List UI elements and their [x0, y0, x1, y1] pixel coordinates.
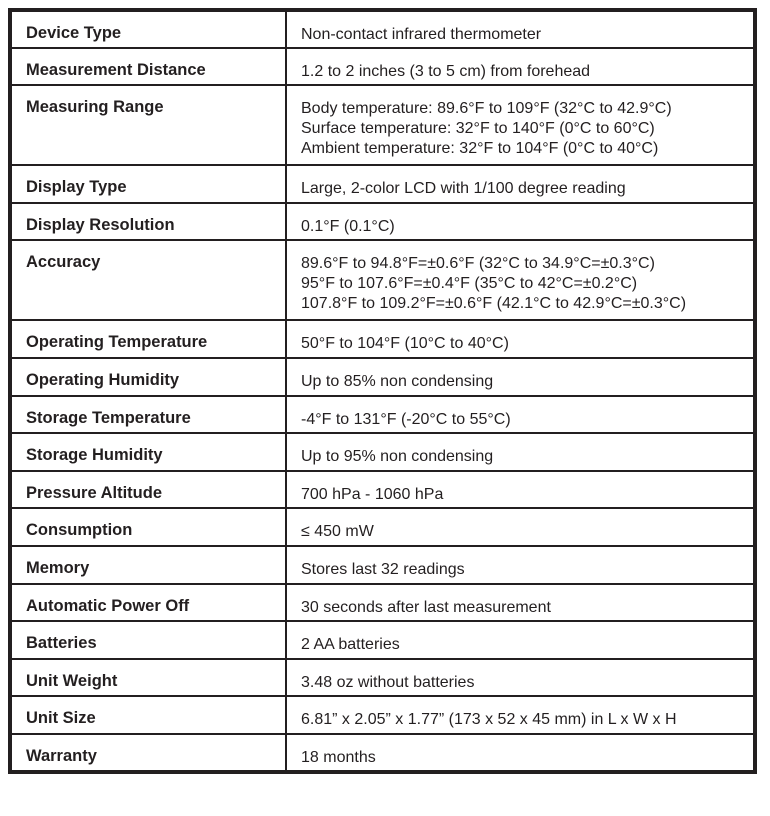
spec-value-line: 0.1°F (0.1°C)	[301, 217, 395, 235]
spec-label: Memory	[10, 546, 286, 584]
spec-row-display-type	[10, 165, 755, 203]
spec-value-line: 95°F to 107.6°F=±0.4°F (35°C to 42°C=±0.2°C)	[301, 275, 638, 293]
spec-label: Pressure Altitude	[10, 471, 286, 509]
spec-row-display-resolution	[10, 203, 755, 241]
spec-row-storage-humidity	[10, 433, 755, 471]
spec-value	[286, 320, 755, 358]
spec-row-storage-temperature	[10, 396, 755, 434]
spec-label: Unit Size	[10, 696, 286, 734]
specifications-table-body	[10, 10, 755, 772]
spec-label: Batteries	[10, 621, 286, 659]
spec-label: Warranty	[10, 734, 286, 772]
spec-value-line: Body temperature: 89.6°F to 109°F (32°C to 42.9°C)	[301, 100, 672, 118]
spec-row-measurement-distance	[10, 48, 755, 86]
spec-value-line: 2 AA batteries	[301, 636, 400, 654]
spec-value-line: Large, 2-color LCD with 1/100 degree reading	[301, 180, 626, 198]
spec-row-unit-size	[10, 696, 755, 734]
spec-value-line: 89.6°F to 94.8°F=±0.6°F (32°C to 34.9°C=±0.3°C)	[301, 255, 655, 273]
spec-label: Measurement Distance	[10, 48, 286, 86]
spec-label: Display Resolution	[10, 203, 286, 241]
spec-value	[286, 696, 755, 734]
spec-value	[286, 85, 755, 165]
spec-label: Storage Temperature	[10, 396, 286, 434]
spec-row-consumption	[10, 508, 755, 546]
spec-row-pressure-altitude	[10, 471, 755, 509]
spec-label: Measuring Range	[10, 85, 286, 165]
spec-label: Operating Humidity	[10, 358, 286, 396]
spec-label: Consumption	[10, 508, 286, 546]
spec-value-line: 3.48 oz without batteries	[301, 673, 475, 691]
spec-value-line: 107.8°F to 109.2°F=±0.6°F (42.1°C to 42.9°C=±0.3°C)	[301, 295, 687, 313]
spec-value	[286, 734, 755, 772]
spec-row-device-type	[10, 10, 755, 48]
spec-value-line: 30 seconds after last measurement	[301, 598, 551, 616]
spec-value	[286, 621, 755, 659]
spec-row-warranty	[10, 734, 755, 772]
spec-value	[286, 358, 755, 396]
spec-value	[286, 203, 755, 241]
spec-value-line: 700 hPa - 1060 hPa	[301, 485, 444, 503]
spec-value	[286, 165, 755, 203]
spec-row-measuring-range	[10, 85, 755, 165]
spec-value-line: Ambient temperature: 32°F to 104°F (0°C to 40°C)	[301, 140, 659, 158]
spec-value	[286, 471, 755, 509]
spec-value	[286, 584, 755, 622]
spec-value-line: 50°F to 104°F (10°C to 40°C)	[301, 335, 509, 353]
spec-label: Operating Temperature	[10, 320, 286, 358]
spec-value	[286, 396, 755, 434]
spec-label: Accuracy	[10, 240, 286, 320]
spec-value	[286, 240, 755, 320]
spec-value-line: 1.2 to 2 inches (3 to 5 cm) from forehead	[301, 62, 591, 80]
spec-value	[286, 10, 755, 48]
spec-label: Device Type	[10, 10, 286, 48]
spec-value-line: 6.81” x 2.05” x 1.77” (173 x 52 x 45 mm) in L x W x H	[301, 711, 677, 729]
spec-value-line: ≤ 450 mW	[301, 523, 374, 541]
spec-row-accuracy	[10, 240, 755, 320]
spec-label: Storage Humidity	[10, 433, 286, 471]
spec-row-batteries	[10, 621, 755, 659]
specifications-table	[8, 8, 757, 774]
spec-label: Display Type	[10, 165, 286, 203]
spec-value-line: -4°F to 131°F (-20°C to 55°C)	[301, 410, 511, 428]
spec-label: Unit Weight	[10, 659, 286, 697]
spec-value	[286, 508, 755, 546]
spec-row-operating-temperature	[10, 320, 755, 358]
spec-row-memory	[10, 546, 755, 584]
spec-value	[286, 546, 755, 584]
spec-value-line: Up to 95% non condensing	[301, 448, 494, 466]
spec-row-operating-humidity	[10, 358, 755, 396]
spec-value-line: Up to 85% non condensing	[301, 372, 494, 390]
spec-value	[286, 433, 755, 471]
spec-value-line: 18 months	[301, 748, 376, 766]
spec-value-line: Non-contact infrared thermometer	[301, 26, 542, 43]
spec-value-line: Stores last 32 readings	[301, 560, 465, 578]
spec-row-automatic-power-off	[10, 584, 755, 622]
spec-value	[286, 48, 755, 86]
spec-row-unit-weight	[10, 659, 755, 697]
spec-value	[286, 659, 755, 697]
spec-value-line: Surface temperature: 32°F to 140°F (0°C to 60°C)	[301, 120, 655, 138]
spec-label: Automatic Power Off	[10, 584, 286, 622]
